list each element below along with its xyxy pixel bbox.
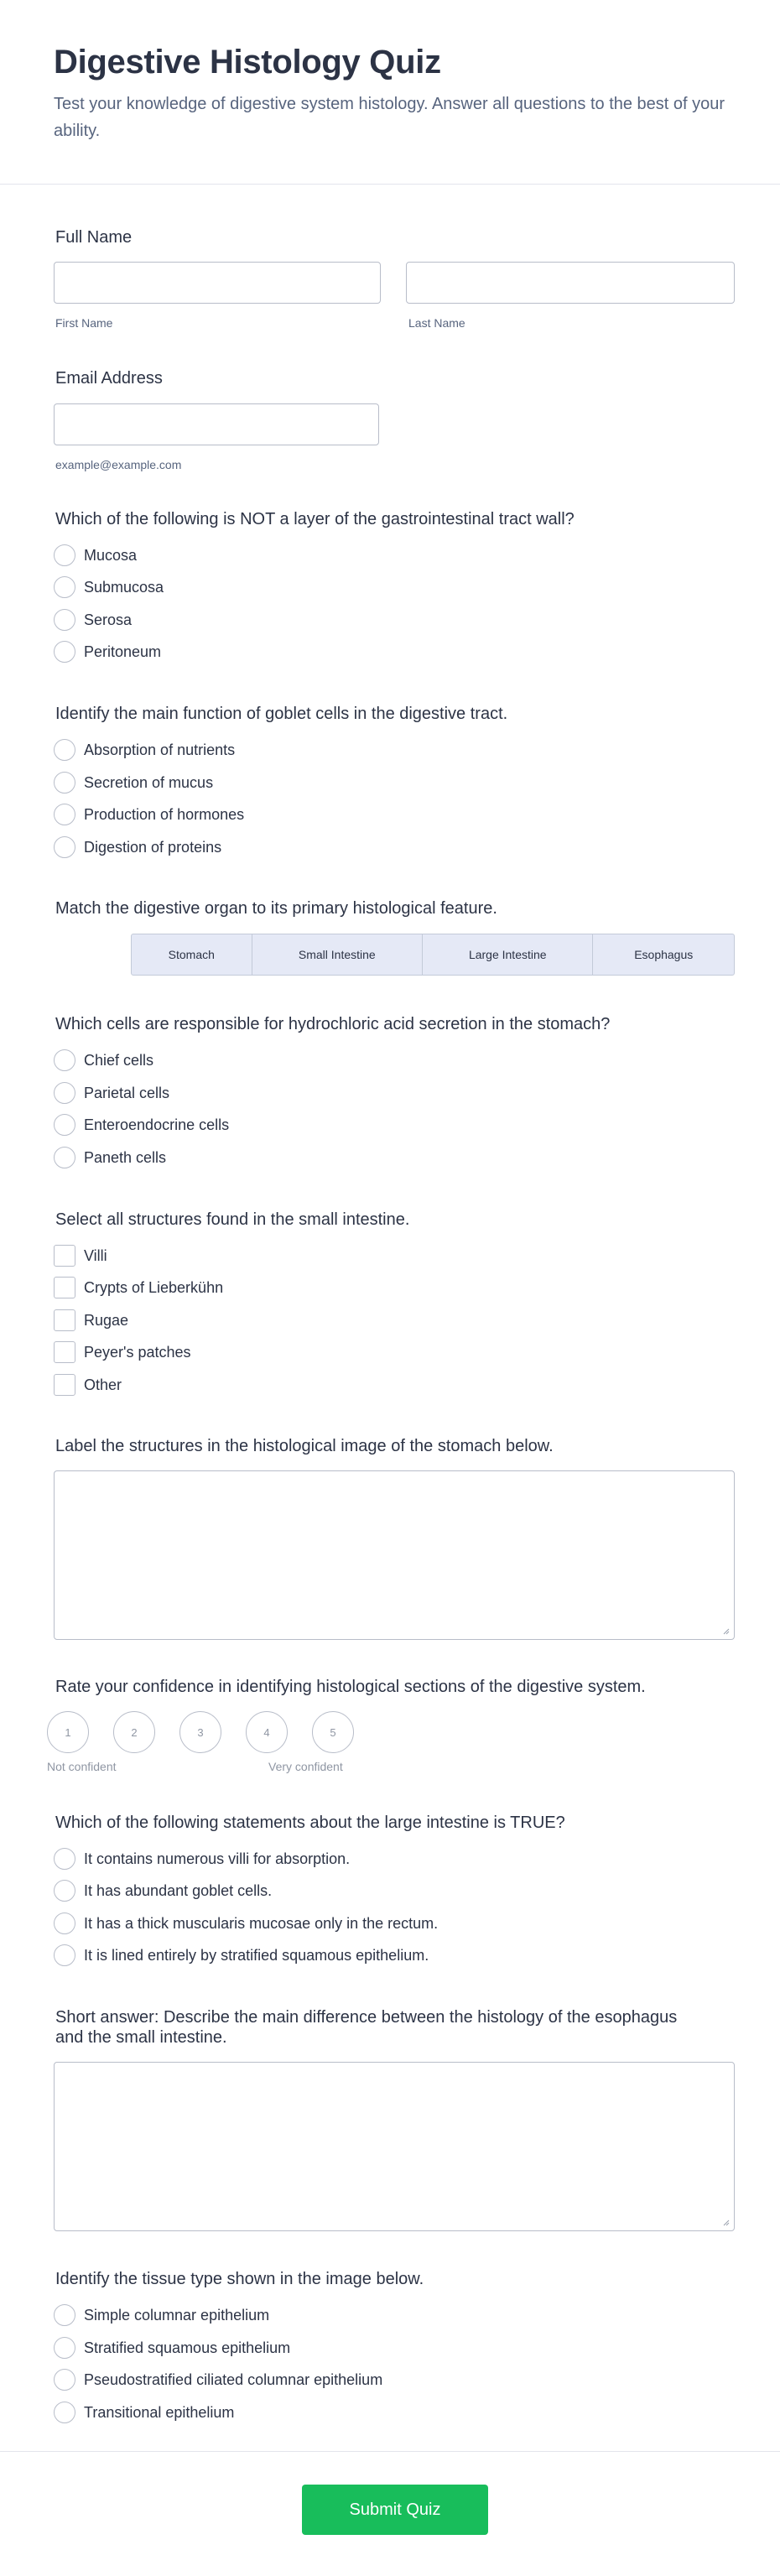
scale-option-3[interactable]: 3 bbox=[179, 1711, 221, 1753]
option-label: Simple columnar epithelium bbox=[84, 2306, 270, 2324]
radio-button[interactable] bbox=[54, 1912, 75, 1934]
matrix-column-header: Large Intestine bbox=[422, 934, 592, 975]
radio-button[interactable] bbox=[54, 2337, 75, 2359]
option-label: Paneth cells bbox=[84, 1148, 167, 1166]
option-label: Serosa bbox=[84, 611, 133, 628]
q4-question: Which cells are responsible for hydrochloric acid secretion in the stomach? bbox=[55, 1015, 611, 1033]
last-name-sublabel: Last Name bbox=[408, 316, 465, 330]
email-input[interactable] bbox=[54, 403, 379, 445]
q8-option[interactable] bbox=[54, 1847, 350, 1871]
q5-question: Select all structures found in the small intestine. bbox=[55, 1210, 410, 1229]
q1-option[interactable] bbox=[54, 640, 161, 664]
option-label: Transitional epithelium bbox=[84, 2403, 235, 2421]
q4-option[interactable] bbox=[54, 1081, 169, 1105]
first-name-input[interactable] bbox=[54, 262, 381, 304]
option-label: It contains numerous villi for absorption. bbox=[84, 1850, 351, 1867]
q2-option[interactable] bbox=[54, 738, 235, 762]
q1-option[interactable] bbox=[54, 608, 132, 632]
option-label: Parietal cells bbox=[84, 1084, 170, 1101]
q1-question: Which of the following is NOT a layer of the gastrointestinal tract wall? bbox=[55, 510, 575, 528]
q8-option[interactable] bbox=[54, 1879, 272, 1902]
radio-button[interactable] bbox=[54, 804, 75, 825]
q2-question: Identify the main function of goblet cells in the digestive tract. bbox=[55, 705, 508, 723]
q5-option[interactable] bbox=[54, 1244, 107, 1267]
option-label: Stratified squamous epithelium bbox=[84, 2339, 291, 2356]
radio-button[interactable] bbox=[54, 641, 75, 663]
matrix-column-header: Stomach bbox=[168, 948, 215, 961]
full-name-label: Full Name bbox=[55, 228, 133, 247]
option-label: It has a thick muscularis mucosae only in the rectum. bbox=[84, 1914, 439, 1932]
q6-answer-textarea[interactable] bbox=[54, 1470, 735, 1640]
q10-option[interactable] bbox=[54, 2303, 269, 2327]
resize-grip-icon[interactable] bbox=[721, 2218, 730, 2226]
radio-button[interactable] bbox=[54, 2369, 75, 2391]
option-label: Peyer's patches bbox=[84, 1343, 191, 1361]
q2-option[interactable] bbox=[54, 771, 213, 794]
matrix-column-header: Esophagus bbox=[592, 934, 734, 975]
checkbox[interactable] bbox=[54, 1309, 75, 1331]
radio-button[interactable] bbox=[54, 1049, 75, 1071]
radio-button[interactable] bbox=[54, 836, 75, 858]
email-hint: example@example.com bbox=[55, 458, 182, 471]
radio-button[interactable] bbox=[54, 739, 75, 761]
checkbox[interactable] bbox=[54, 1341, 75, 1363]
option-label: Enteroendocrine cells bbox=[84, 1116, 230, 1133]
option-label: Secretion of mucus bbox=[84, 773, 214, 791]
option-label: Crypts of Lieberkühn bbox=[84, 1278, 224, 1296]
option-label: Pseudostratified ciliated columnar epithelium bbox=[84, 2370, 383, 2388]
q5-option[interactable] bbox=[54, 1373, 122, 1397]
radio-button[interactable] bbox=[54, 1848, 75, 1870]
scale-low-label: Not confident bbox=[47, 1760, 117, 1773]
radio-button[interactable] bbox=[54, 1114, 75, 1136]
option-label: Peritoneum bbox=[84, 643, 162, 660]
option-label: Production of hormones bbox=[84, 805, 245, 823]
q8-option[interactable] bbox=[54, 1912, 438, 1935]
q3-question: Match the digestive organ to its primary histological feature. bbox=[55, 899, 497, 918]
q10-option[interactable] bbox=[54, 2336, 290, 2360]
q5-option[interactable] bbox=[54, 1276, 223, 1299]
form-subtitle: Test your knowledge of digestive system histology. Answer all questions to the best of your ability. bbox=[54, 95, 725, 140]
email-label: Email Address bbox=[55, 369, 163, 388]
submit-quiz-button[interactable]: Submit Quiz bbox=[302, 2485, 488, 2535]
matrix-column-header: Small Intestine bbox=[252, 934, 422, 975]
option-label: Rugae bbox=[84, 1311, 129, 1329]
radio-button[interactable] bbox=[54, 1944, 75, 1966]
q1-option[interactable] bbox=[54, 575, 164, 599]
checkbox[interactable] bbox=[54, 1374, 75, 1396]
resize-grip-icon[interactable] bbox=[721, 1626, 730, 1635]
scale-option-4[interactable]: 4 bbox=[246, 1711, 288, 1753]
form-title: Digestive Histology Quiz bbox=[54, 44, 441, 81]
option-label: It is lined entirely by stratified squamous epithelium. bbox=[84, 1946, 429, 1964]
q2-option[interactable] bbox=[54, 803, 244, 826]
checkbox[interactable] bbox=[54, 1245, 75, 1267]
radio-button[interactable] bbox=[54, 772, 75, 794]
option-label: Mucosa bbox=[84, 546, 138, 564]
radio-button[interactable] bbox=[54, 1880, 75, 1902]
option-label: Villi bbox=[84, 1246, 107, 1264]
radio-button[interactable] bbox=[54, 1082, 75, 1104]
option-label: It has abundant goblet cells. bbox=[84, 1881, 273, 1899]
radio-button[interactable] bbox=[54, 1147, 75, 1168]
radio-button[interactable] bbox=[54, 609, 75, 631]
q10-question: Identify the tissue type shown in the image below. bbox=[55, 2270, 424, 2288]
q5-option[interactable] bbox=[54, 1309, 128, 1332]
q8-question: Which of the following statements about the large intestine is TRUE? bbox=[55, 1814, 565, 1832]
q10-option[interactable] bbox=[54, 2401, 234, 2424]
radio-button[interactable] bbox=[54, 576, 75, 598]
q9-answer-textarea[interactable] bbox=[54, 2062, 735, 2231]
q6-question: Label the structures in the histological image of the stomach below. bbox=[55, 1437, 554, 1455]
q4-option[interactable] bbox=[54, 1146, 166, 1169]
q1-option[interactable] bbox=[54, 544, 137, 567]
q9-question-line2: and the small intestine. bbox=[55, 2028, 227, 2047]
q4-option[interactable] bbox=[54, 1113, 229, 1137]
form-header bbox=[0, 0, 780, 185]
last-name-input[interactable] bbox=[406, 262, 735, 304]
matching-matrix-header bbox=[131, 934, 735, 976]
checkbox[interactable] bbox=[54, 1277, 75, 1298]
first-name-sublabel: First Name bbox=[55, 316, 113, 330]
q2-option[interactable] bbox=[54, 835, 221, 859]
scale-high-label: Very confident bbox=[268, 1760, 343, 1773]
scale-option-2[interactable]: 2 bbox=[113, 1711, 155, 1753]
option-label: Submucosa bbox=[84, 578, 164, 596]
option-label: Digestion of proteins bbox=[84, 838, 222, 856]
option-label: Chief cells bbox=[84, 1051, 154, 1069]
radio-button[interactable] bbox=[54, 544, 75, 566]
q7-question: Rate your confidence in identifying histological sections of the digestive system. bbox=[55, 1678, 646, 1696]
q8-option[interactable] bbox=[54, 1944, 429, 1967]
q9-question-line1: Short answer: Describe the main difference between the histology of the esophagus bbox=[55, 2008, 678, 2027]
radio-button[interactable] bbox=[54, 2304, 75, 2326]
scale-option-5[interactable]: 5 bbox=[312, 1711, 354, 1753]
option-label: Other bbox=[84, 1376, 122, 1393]
q5-option[interactable] bbox=[54, 1340, 191, 1364]
footer-divider bbox=[0, 2451, 780, 2452]
q4-option[interactable] bbox=[54, 1049, 153, 1072]
scale-option-1[interactable]: 1 bbox=[47, 1711, 89, 1753]
option-label: Absorption of nutrients bbox=[84, 741, 236, 758]
radio-button[interactable] bbox=[54, 2402, 75, 2423]
q10-option[interactable] bbox=[54, 2368, 382, 2391]
